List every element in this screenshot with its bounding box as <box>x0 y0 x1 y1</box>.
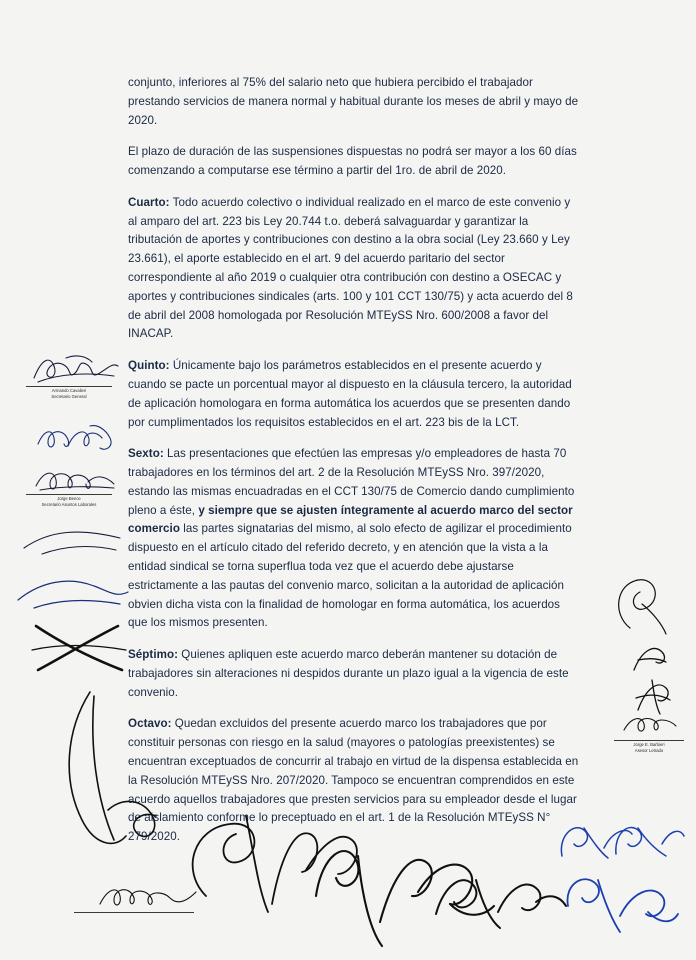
paragraph-octavo <box>128 715 580 846</box>
signer-title: Secretario General <box>51 393 87 399</box>
paragraph-sexto <box>128 445 580 633</box>
paragraph-plazo-suspensiones <box>128 143 580 181</box>
clause-label-sexto: Sexto: <box>128 447 164 461</box>
paragraph-text-cont: las partes signatarias del mismo, al solo efecto de agilizar el procedimiento dispuesto en el artículo citado del referido decreto, y en atención que la vista a la entidad sindical se torna superflua toda vez que el acuerdo debe ajustarse estrictamente a las pautas del convenio marco, solicitan a la autoridad de aplicación obvien dicha vista con la finalidad de homologar en forma automática, los acuerdos que los mismos presenten. <box>128 522 572 630</box>
paragraph-text: Las presentaciones que efectúen las empresas y/o empleadores de hasta 70 trabajadores en los términos del art. 2 de la Resolución MTEySS Nro. 397/2020, estando las mismas encuadradas en el CCT 130/75 de Comercio dando cumplimiento pleno a éste, <box>128 447 575 517</box>
clause-label-septimo: Séptimo: <box>128 648 178 662</box>
signer-title: Asesor Letrado <box>634 747 664 753</box>
clause-label-quinto: Quinto: <box>128 359 170 373</box>
paragraph-text: Todo acuerdo colectivo o individual realizado en el marco de este convenio y al amparo del art. 223 bis Ley 20.744 t.o. deberá salvaguardar y garantizar la tributación de aportes y contribuciones con destino a la obra social (Ley 23.660 y Ley 23.661), el aporte establecido en el art. 9 del acuerdo paritario del sector correspondiente al año 2019 o cualquier otra contribución con destino a OSECAC y aportes y contribuciones sindicales (arts. 100 y 101 CCT 130/75) y acta acuerdo del 8 de abril del 2008 homologada por Resolución MTEySS Nro. 600/2008 a favor del INACAP. <box>128 195 573 341</box>
document-text-column <box>128 74 580 860</box>
paragraph-text: Quienes apliquen este acuerdo marco deberán mantener su dotación de trabajadores sin alteraciones ni despidos durante un plazo igual a la vigencia de este convenio. <box>128 648 569 699</box>
paragraph-text: Únicamente bajo los parámetros establecidos en el presente acuerdo y cuando se pacte un porcentual mayor al dispuesto en la cláusula tercero, la autoridad de aplicación homologara en forma automática los acuerdos que se presenten dando por cumplimentados los requisitos establecidos en el art. 223 bis de la LCT. <box>128 359 572 429</box>
paragraph-cuarto <box>128 194 580 344</box>
paragraph-septimo <box>128 646 580 702</box>
signer-name: Armando Cavalieri <box>51 388 87 393</box>
signer-title: Secretario Asuntos Laborales <box>41 501 97 507</box>
signer-name: Jorge Bence <box>57 496 81 501</box>
clause-label-cuarto: Cuarto: <box>128 195 170 209</box>
paragraph-emphasis: y siempre que se ajusten íntegramente al acuerdo marco del sector comercio <box>128 503 573 536</box>
paragraph-text: conjunto, inferiores al 75% del salario neto que hubiera percibido el trabajador prestando servicios de manera normal y habitual durante los meses de abril y mayo de 2020. <box>128 76 579 127</box>
paragraph-quinto <box>128 357 580 432</box>
clause-label-octavo: Octavo: <box>128 717 172 731</box>
paragraph-text: Quedan excluidos del presente acuerdo marco los trabajadores que por constituir personas con riesgo en la salud (mayores o patologías preexistentes) se encuentran exceptuados de concurrir al trabajo en virtud de la dispensa establecida en la Resolución MTEySS Nro. 207/2020. Tampoco se encuentran comprendidos en este acuerdo aquellos trabajadores que presten servicios para su empleador desde el lugar de aislamiento conforme lo preceptuado en el art. 1 de la Resolución MTEySS N° 279/2020. <box>128 717 579 844</box>
signer-name: Jorge E. Barbieri <box>633 742 665 747</box>
paragraph-75-percent <box>128 74 580 130</box>
paragraph-text: El plazo de duración de las suspensiones dispuestas no podrá ser mayor a los 60 días comenzando a computarse ese término a partir del 1ro. de abril de 2020. <box>128 145 577 178</box>
